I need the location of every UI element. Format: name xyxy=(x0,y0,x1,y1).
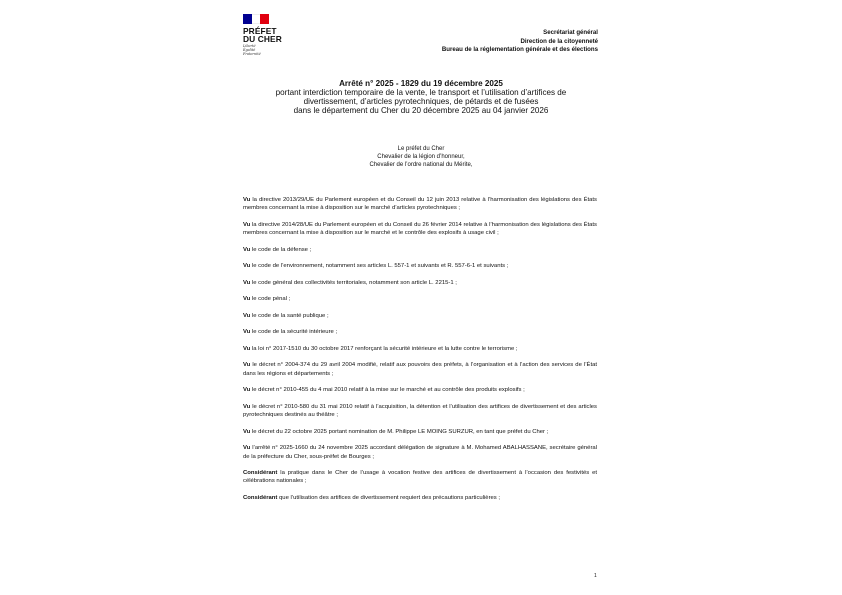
header-line-1: Secrétariat général xyxy=(543,29,598,36)
logo-motto xyxy=(243,44,303,56)
consideration-item: Vu la directive 2013/29/UE du Parlement européen et du Conseil du 12 juin 2013 relative à l’harmonisation des législations des États membres concernant la mise à disposition sur le marché d’articles pyrotechniques ; xyxy=(243,197,597,212)
decree-number: Arrêté n° 2025 - 1829 du 19 décembre 2025 xyxy=(339,79,503,88)
header-line-2: Direction de la citoyenneté xyxy=(520,37,598,45)
consideration-item: Vu le décret n° 2010-580 du 31 mai 2010 relatif à l’acquisition, la détention et l’utilisation des artifices de divertissement et des articles pyrotechniques destinés au théâtre ; xyxy=(243,403,597,419)
consideration-item: Vu le décret du 22 octobre 2025 portant nomination de M. Philippe LE MOING SURZUR, en tant que préfet du Cher ; xyxy=(243,428,549,435)
consideration-item: Considérant la pratique dans le Cher de l’usage à vocation festive des artifices de divertissement à l’occasion des festivités et célébrations nationales ; xyxy=(243,470,597,485)
consideration-item: Vu le code de la santé publique ; xyxy=(243,312,329,319)
consideration-item: Vu l’arrêté n° 2025-1660 du 24 novembre 2025 accordant délégation de signature à M. Mohamed ABALHASSANE, secrétaire général de la préfecture du Cher, sous-préfet de Bourges ; xyxy=(243,445,597,460)
logo-line-2: DU CHER xyxy=(243,34,282,45)
prefect-line-2: Chevalier de la légion d’honneur, xyxy=(377,154,465,161)
consideration-item: Vu la directive 2014/28/UE du Parlement européen et du Conseil du 26 février 2014 relative à l’harmonisation des législations des États membres concernant la mise à disposition sur le marché et le contrôle des explosifs à usage civil ; xyxy=(243,221,597,237)
consideration-item: Vu le décret n° 2010-455 du 4 mai 2010 relatif à la mise sur le marché et au contrôle des produits explosifs ; xyxy=(243,387,525,394)
service-header xyxy=(442,29,598,55)
consideration-item: Vu le code général des collectivités territoriales, notamment son article L. 2215-1 ; xyxy=(243,279,457,286)
consideration-item: Vu le code de l’environnement, notamment ses articles L. 557-1 et suivants et R. 557-6-1 et suivants ; xyxy=(243,263,509,270)
consideration-item: Vu la loi n° 2017-1510 du 30 octobre 2017 renforçant la sécurité intérieure et la lutte contre le terrorisme ; xyxy=(243,345,518,352)
motto-1: Liberté xyxy=(243,44,256,49)
decree-title xyxy=(180,80,662,116)
consideration-item: Vu le décret n° 2004-374 du 29 avril 2004 modifié, relatif aux pouvoirs des préfets, à l’organisation et à l’action des services de l’État dans les régions et départements ; xyxy=(243,362,597,377)
prefect-line-1: Le préfet du Cher xyxy=(397,146,445,152)
decree-subject-2: divertissement, d’articles pyrotechniques, de pétards et de fusées xyxy=(303,96,539,106)
page-number: 1 xyxy=(594,573,597,579)
decree-subject-3: dans le département du Cher du 20 décembre 2025 au 04 janvier 2026 xyxy=(293,105,549,115)
prefect-line-3: Chevalier de l’ordre national du Mérite, xyxy=(369,162,473,169)
french-flag-icon xyxy=(243,14,269,24)
logo-text xyxy=(243,27,303,43)
consideration-item: Vu le code de la défense ; xyxy=(243,246,312,253)
header-line-3: Bureau de la réglementation générale et des élections xyxy=(441,46,598,54)
motto-2: Égalité xyxy=(243,48,256,53)
prefect-block xyxy=(180,145,662,170)
logo-line-1: PRÉFET xyxy=(243,26,277,36)
considerations-list xyxy=(243,196,597,510)
decree-subject-1: portant interdiction temporaire de la vente, le transport et l’utilisation d’artifices de xyxy=(275,87,567,97)
motto-3: Fraternité xyxy=(243,52,261,57)
consideration-item: Considérant que l’utilisation des artifices de divertissement requiert des précautions particulières ; xyxy=(243,494,501,501)
consideration-item: Vu le code de la sécurité intérieure ; xyxy=(243,329,338,336)
prefet-du-cher-logo xyxy=(243,14,303,56)
consideration-item: Vu le code pénal ; xyxy=(243,296,291,303)
